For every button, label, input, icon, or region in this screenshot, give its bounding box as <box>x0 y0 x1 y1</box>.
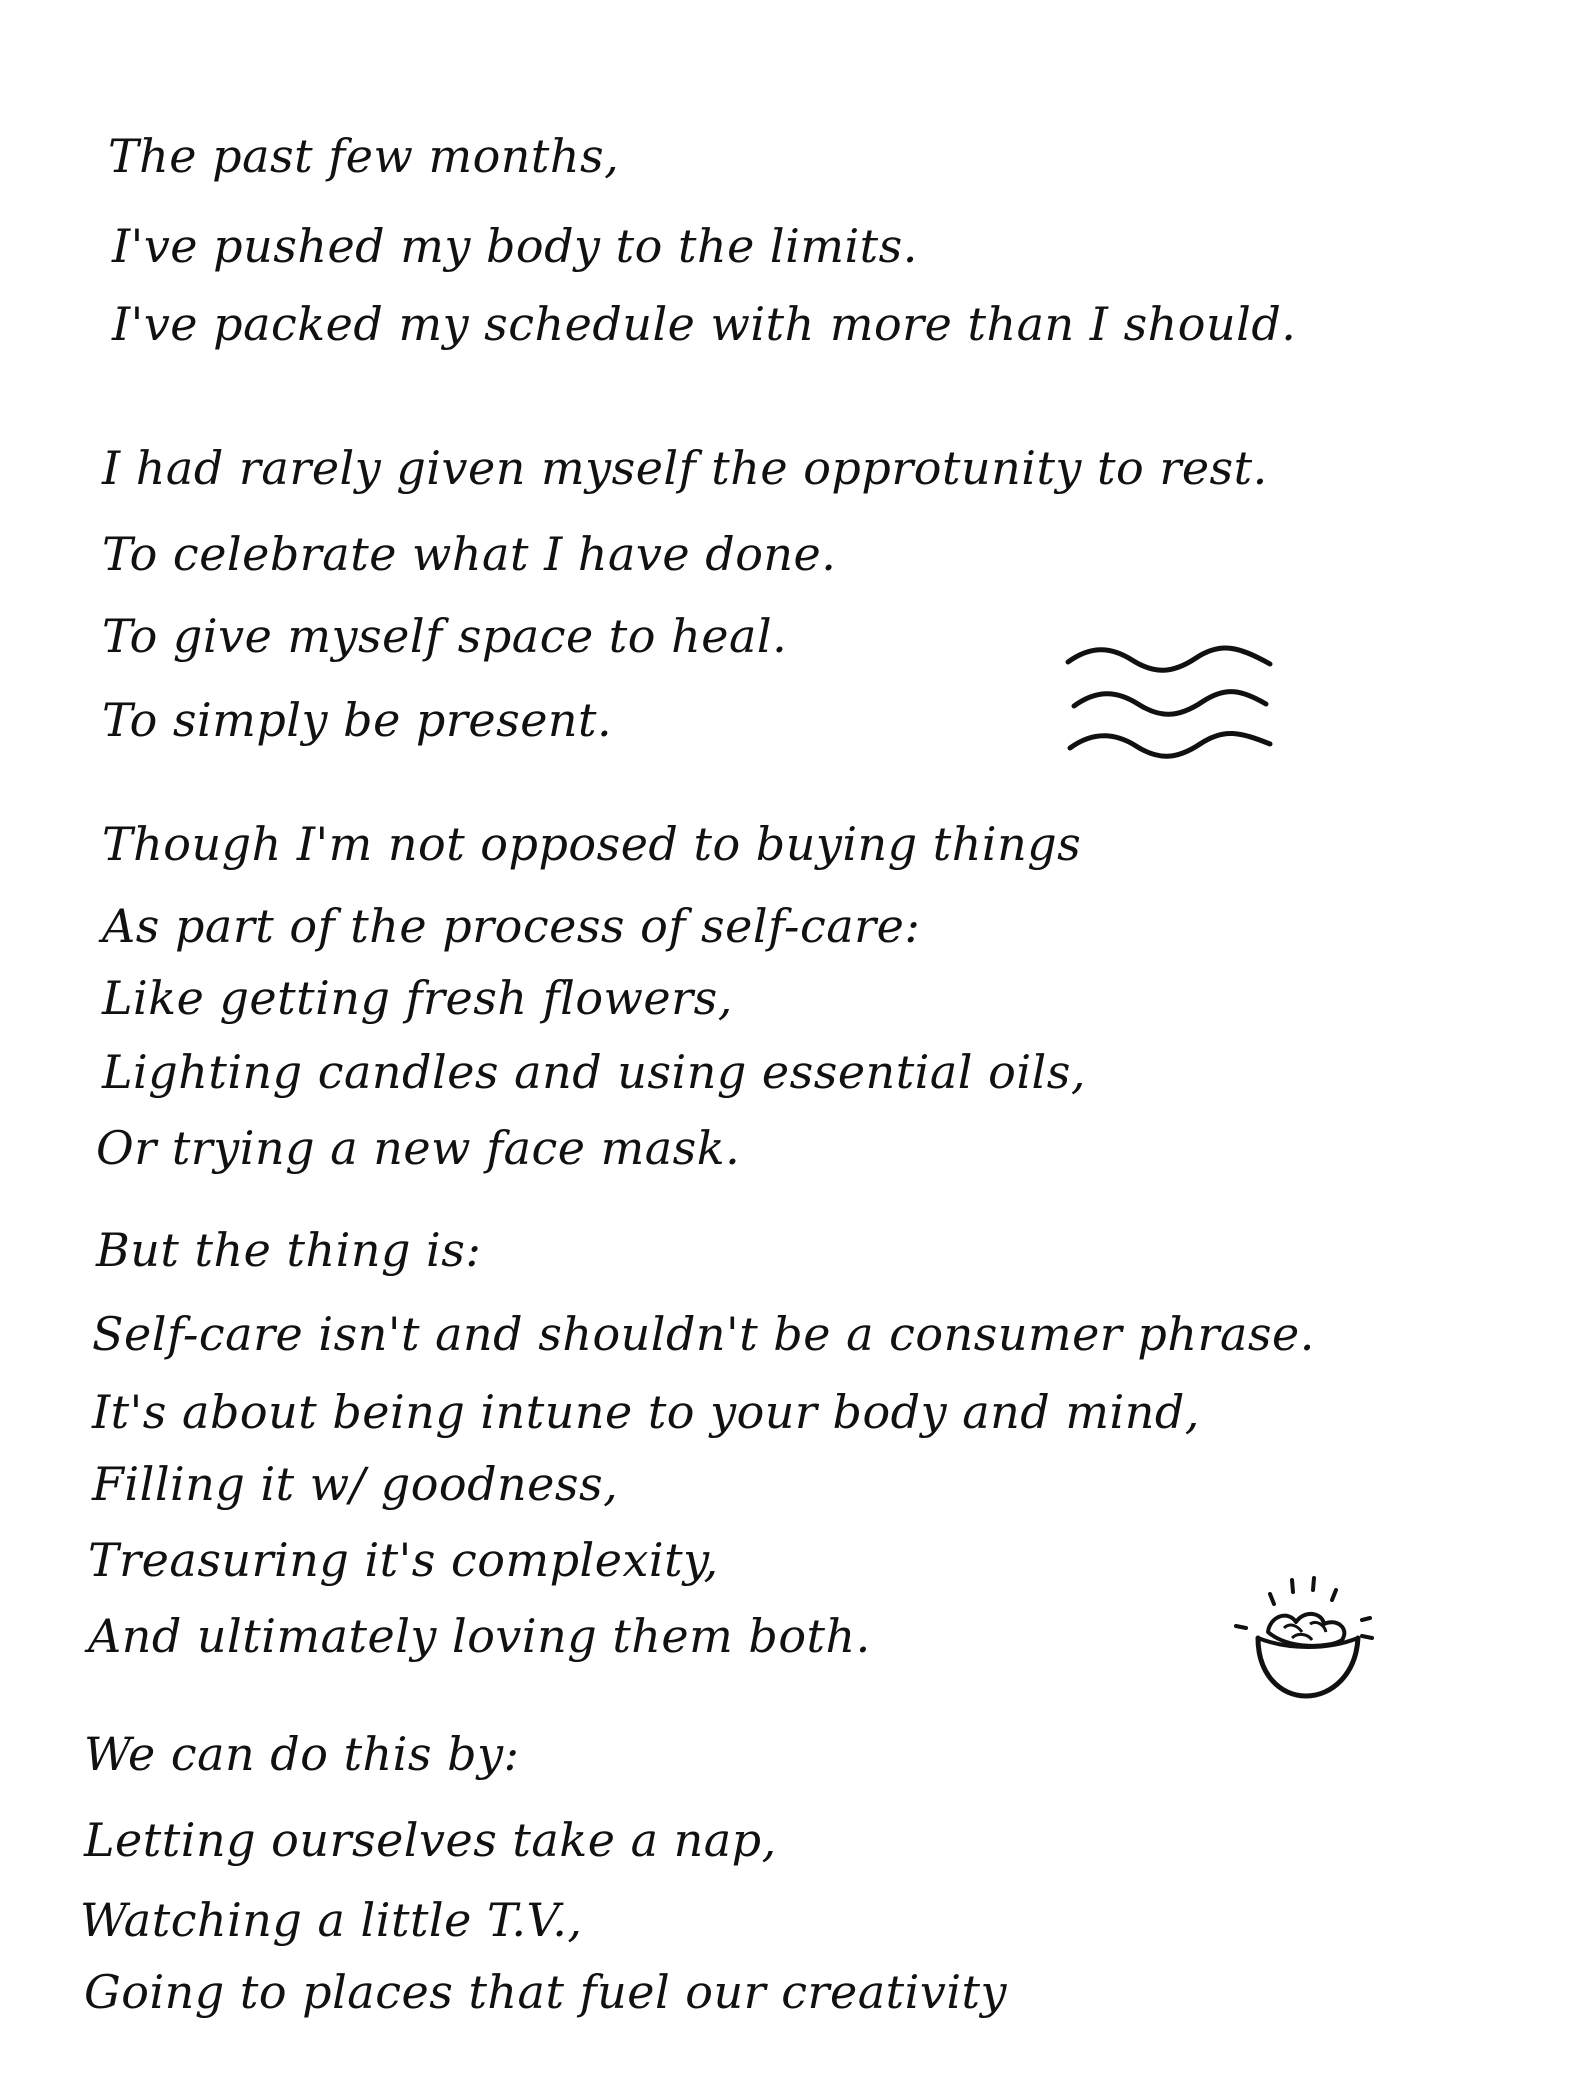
poem-line: To give myself space to heal. <box>102 609 788 663</box>
poem-line: Though I'm not opposed to buying things <box>102 817 1082 871</box>
poem-line: Letting ourselves take a nap, <box>84 1813 777 1867</box>
poem-line: Or trying a new face mask. <box>96 1121 741 1175</box>
poem-line: Watching a little T.V., <box>80 1893 583 1947</box>
poem-line: But the thing is: <box>96 1223 482 1277</box>
poem-line: To celebrate what I have done. <box>102 527 837 581</box>
poem-line: To simply be present. <box>102 693 613 747</box>
poem-line: Filling it w/ goodness, <box>92 1457 619 1511</box>
poem-line: I had rarely given myself the opprotunity to rest. <box>102 441 1268 495</box>
poem-line: I've pushed my body to the limits. <box>112 219 918 273</box>
poem-line: We can do this by: <box>84 1727 520 1781</box>
poem-line: Like getting fresh flowers, <box>102 971 733 1025</box>
poem-line: And ultimately loving them both. <box>88 1609 871 1663</box>
poem-line: I've packed my schedule with more than I should. <box>112 297 1297 351</box>
poem-line: As part of the process of self-care: <box>102 899 921 953</box>
poem-line: Self-care isn't and shouldn't be a consumer phrase. <box>92 1307 1315 1361</box>
poem-line: Going to places that fuel our creativity <box>84 1965 1007 2019</box>
poem-line: It's about being intune to your body and mind, <box>92 1385 1200 1439</box>
poem-line: Lighting candles and using essential oils, <box>102 1045 1086 1099</box>
wavy-lines-icon <box>1060 640 1280 770</box>
salad-bowl-icon <box>1218 1566 1388 1716</box>
poem-line: Treasuring it's complexity, <box>88 1533 719 1587</box>
poem-line: The past few months, <box>108 129 620 183</box>
